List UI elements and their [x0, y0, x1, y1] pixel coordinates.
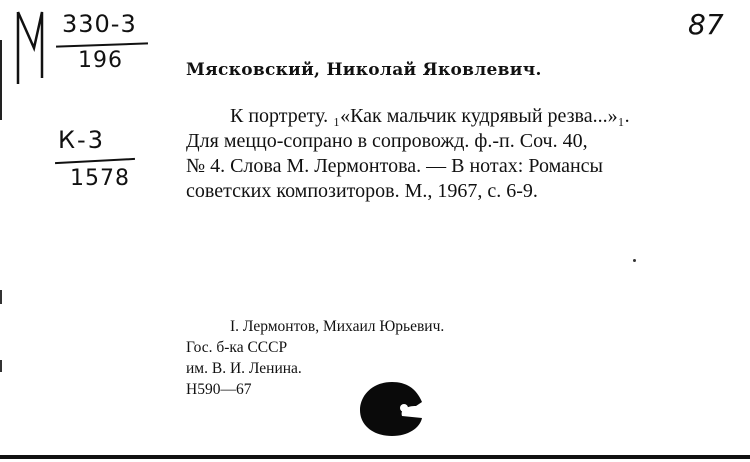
card-code: Н590—67: [186, 381, 252, 398]
bracket-mark-icon: [14, 8, 54, 88]
shelf-mark-bottom: 196: [78, 48, 123, 73]
description-line: советских композиторов. М., 1967, с. 6-9.: [186, 180, 538, 202]
author-heading: Мясковский, Николай Яковлевич.: [186, 60, 542, 80]
left-margin-mark: [0, 360, 2, 372]
shelf-mark-top: 330-3: [62, 10, 137, 38]
left-margin-mark: [0, 40, 2, 120]
shelf-mark-divider: [56, 42, 148, 47]
library-name: Гос. б-ка СССР: [186, 339, 288, 356]
ink-stamp-icon: [358, 378, 428, 438]
handwritten-page-number: 87: [688, 8, 724, 41]
description-line: К портрету. ₁«Как мальчик кудрявый резва...»₁.: [230, 105, 630, 127]
inventory-mark-top: К-3: [58, 126, 105, 154]
library-name-continued: им. В. И. Ленина.: [186, 360, 302, 377]
description-line-text: Для меццо-сопрано в сопровожд. ф.-п. Соч. 40,: [186, 130, 588, 152]
description-line: [186, 129, 742, 154]
inventory-mark-bottom: 1578: [70, 166, 130, 191]
bibliographic-description: [186, 104, 742, 204]
description-line: [186, 154, 742, 179]
card-bottom-edge: [0, 455, 750, 459]
speck: [633, 259, 636, 262]
left-margin-mark: [0, 290, 2, 304]
description-line-text: № 4. Слова М. Лермонтова. — В нотах: Романсы: [186, 155, 603, 177]
inventory-mark-divider: [55, 158, 135, 164]
added-entry: I. Лермонтов, Михаил Юрьевич.: [230, 318, 445, 335]
